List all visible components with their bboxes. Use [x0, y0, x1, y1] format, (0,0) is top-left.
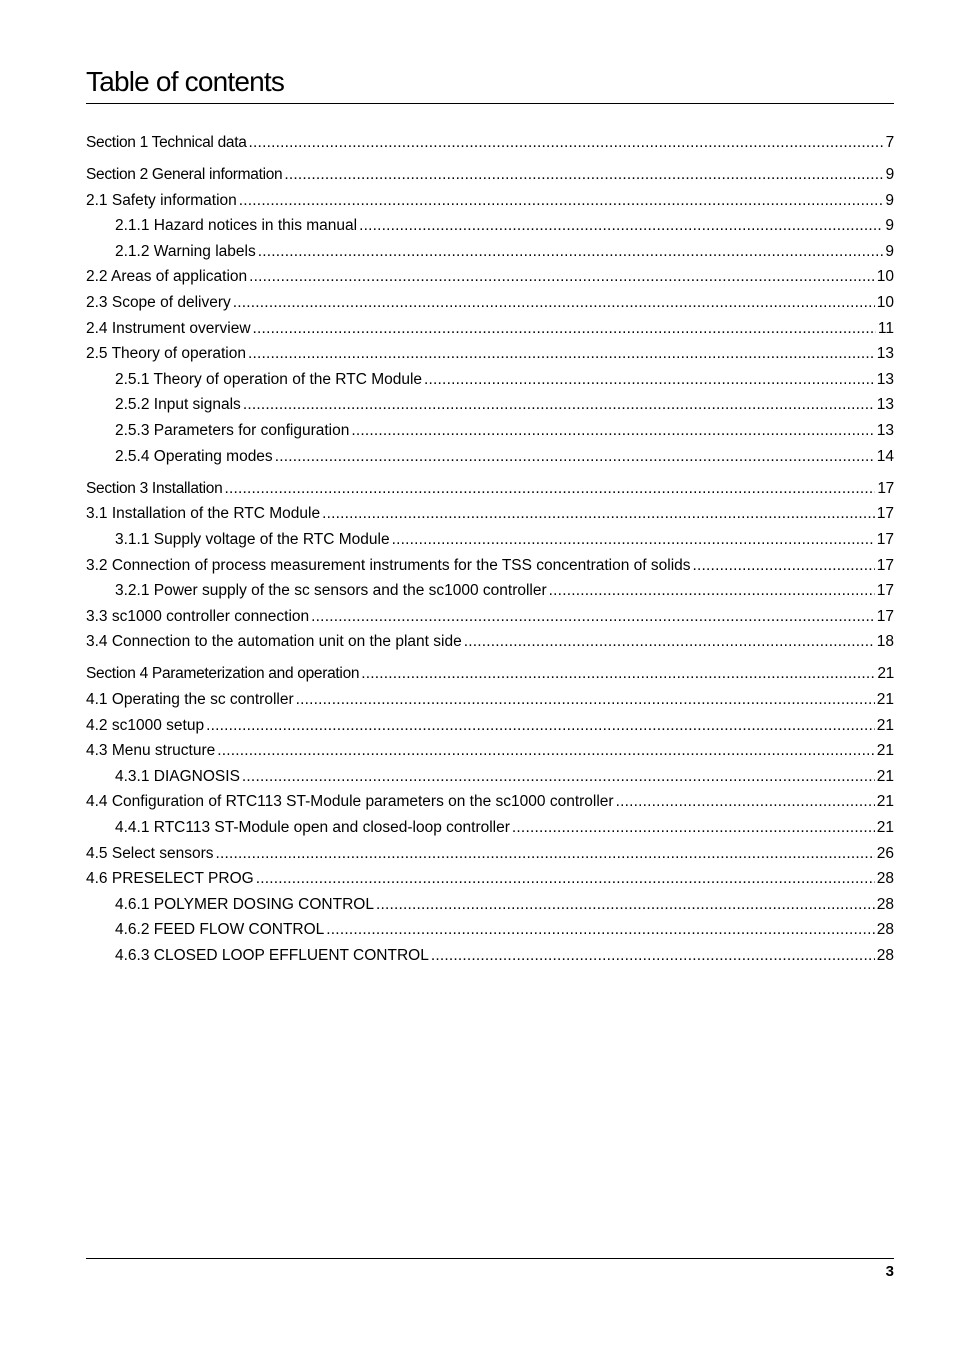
table-of-contents — [86, 130, 894, 969]
toc-entry-title: 2.5.1 Theory of operation of the RTC Module — [115, 370, 423, 388]
toc-entry-page: 21 — [877, 665, 894, 683]
toc-entry-title: 4.1 Operating the sc controller — [86, 690, 294, 708]
toc-dot-leader — [376, 892, 875, 918]
toc-entry[interactable] — [86, 188, 894, 214]
toc-entry-title: Section 3 Installation — [86, 479, 223, 497]
toc-entry[interactable] — [86, 943, 894, 969]
toc-dot-leader — [296, 687, 875, 713]
toc-entry-title: 2.2 Areas of application — [86, 268, 248, 286]
toc-entry[interactable] — [86, 892, 894, 918]
toc-entry[interactable] — [86, 687, 894, 713]
toc-entry-page: 9 — [885, 217, 894, 235]
toc-entry-title: Section 4 Parameterization and operation — [86, 665, 360, 683]
toc-entry[interactable] — [86, 841, 894, 867]
toc-entry-page: 26 — [876, 844, 894, 862]
toc-entry[interactable] — [86, 917, 894, 943]
toc-entry-page: 14 — [876, 447, 894, 465]
toc-dot-leader — [431, 943, 875, 969]
toc-entry[interactable] — [86, 629, 894, 655]
toc-dot-leader — [351, 418, 874, 444]
toc-entry-page: 13 — [876, 370, 894, 388]
toc-entry-title: 3.3 sc1000 controller connection — [86, 607, 310, 625]
toc-entry-title: 4.4 Configuration of RTC113 ST-Module parameters on the sc1000 controller — [86, 793, 614, 811]
toc-dot-leader — [217, 738, 875, 764]
toc-entry[interactable] — [86, 866, 894, 892]
toc-entry[interactable] — [86, 264, 894, 290]
toc-entry-page: 13 — [876, 396, 894, 414]
toc-entry-page: 21 — [876, 716, 894, 734]
toc-dot-leader — [616, 789, 875, 815]
toc-entry-title: 2.5.2 Input signals — [115, 396, 241, 414]
toc-entry-page: 9 — [885, 166, 894, 184]
toc-entry-title: Section 1 Technical data — [86, 134, 247, 151]
page-title: Table of contents — [86, 66, 285, 97]
toc-dot-leader — [512, 815, 875, 841]
toc-entry-page: 21 — [876, 742, 894, 760]
toc-entry-title: 2.5 Theory of operation — [86, 345, 246, 363]
toc-entry[interactable] — [86, 604, 894, 630]
toc-entry-title: 4.6.3 CLOSED LOOP EFFLUENT CONTROL — [115, 946, 429, 964]
toc-entry[interactable] — [86, 764, 894, 790]
toc-entry[interactable] — [86, 444, 894, 470]
toc-entry-title: 4.3 Menu structure — [86, 742, 216, 760]
toc-entry-page: 17 — [876, 556, 894, 574]
toc-section-entry[interactable] — [86, 661, 894, 687]
toc-entry-page: 21 — [876, 767, 894, 785]
toc-section-entry[interactable] — [86, 130, 894, 156]
toc-entry[interactable] — [86, 789, 894, 815]
toc-dot-leader — [392, 527, 875, 553]
toc-entry-title: 3.1.1 Supply voltage of the RTC Module — [115, 530, 390, 548]
toc-entry-page: 10 — [876, 268, 894, 286]
toc-entry-page: 28 — [876, 895, 894, 913]
toc-entry-title: 4.3.1 DIAGNOSIS — [115, 767, 240, 785]
toc-entry-page: 13 — [876, 345, 894, 363]
toc-entry-title: 2.1.2 Warning labels — [115, 242, 256, 260]
toc-entry-page: 28 — [876, 870, 894, 888]
toc-entry[interactable] — [86, 527, 894, 553]
toc-entry-page: 21 — [876, 818, 894, 836]
toc-entry[interactable] — [86, 553, 894, 579]
toc-entry[interactable] — [86, 815, 894, 841]
toc-dot-leader — [242, 764, 875, 790]
toc-entry-page: 11 — [877, 319, 894, 337]
toc-entry-page: 28 — [876, 946, 894, 964]
toc-dot-leader — [239, 188, 884, 214]
toc-entry-page: 9 — [885, 242, 894, 260]
toc-entry-title: 2.5.3 Parameters for configuration — [115, 422, 350, 440]
toc-entry-title: 3.2.1 Power supply of the sc sensors and the sc1000 controller — [115, 582, 547, 600]
toc-entry-page: 18 — [876, 633, 894, 651]
toc-entry-title: 4.6.2 FEED FLOW CONTROL — [115, 921, 325, 939]
toc-dot-leader — [359, 213, 883, 239]
toc-entry-title: 2.1 Safety information — [86, 191, 237, 209]
toc-entry-title: 2.5.4 Operating modes — [115, 447, 273, 465]
toc-section-entry[interactable] — [86, 162, 894, 188]
toc-entry-page: 17 — [876, 582, 894, 600]
toc-dot-leader — [216, 841, 875, 867]
toc-entry-title: Section 2 General information — [86, 166, 283, 184]
toc-entry-page: 17 — [877, 479, 894, 497]
toc-dot-leader — [248, 341, 875, 367]
toc-entry-title: 3.2 Connection of process measurement instruments for the TSS concentration of solids — [86, 556, 691, 574]
footer-divider — [86, 1258, 894, 1259]
toc-entry-title: 4.2 sc1000 setup — [86, 716, 205, 734]
toc-entry[interactable] — [86, 392, 894, 418]
toc-entry-title: 2.1.1 Hazard notices in this manual — [115, 217, 358, 235]
toc-entry-title: 4.6 PRESELECT PROG — [86, 870, 254, 888]
toc-dot-leader — [249, 264, 875, 290]
toc-entry-page: 17 — [876, 505, 894, 523]
toc-dot-leader — [243, 392, 875, 418]
toc-entry-page: 9 — [885, 191, 894, 209]
toc-dot-leader — [322, 501, 875, 527]
toc-entry-title: 4.6.1 POLYMER DOSING CONTROL — [115, 895, 374, 913]
toc-entry-page: 17 — [876, 607, 894, 625]
toc-entry-title: 4.5 Select sensors — [86, 844, 214, 862]
toc-entry[interactable] — [86, 367, 894, 393]
toc-entry[interactable] — [86, 213, 894, 239]
toc-dot-leader — [326, 917, 874, 943]
toc-entry-title: 3.1 Installation of the RTC Module — [86, 505, 321, 523]
toc-dot-leader — [275, 444, 875, 470]
toc-entry[interactable] — [86, 738, 894, 764]
toc-dot-leader — [693, 553, 875, 579]
toc-dot-leader — [249, 130, 884, 156]
title-divider — [86, 103, 894, 104]
toc-entry[interactable] — [86, 316, 894, 342]
toc-dot-leader — [224, 476, 875, 502]
toc-entry-page: 13 — [876, 422, 894, 440]
toc-entry-title: 2.3 Scope of delivery — [86, 294, 231, 312]
toc-entry-page: 21 — [876, 793, 894, 811]
toc-entry[interactable] — [86, 239, 894, 265]
toc-entry-page: 10 — [876, 294, 894, 312]
toc-entry[interactable] — [86, 578, 894, 604]
toc-entry-title: 3.4 Connection to the automation unit on the plant side — [86, 633, 462, 651]
toc-entry-page: 28 — [876, 921, 894, 939]
toc-dot-leader — [206, 713, 875, 739]
toc-entry-page: 21 — [876, 690, 894, 708]
toc-dot-leader — [549, 578, 875, 604]
toc-dot-leader — [311, 604, 875, 630]
toc-dot-leader — [424, 367, 875, 393]
toc-dot-leader — [256, 866, 875, 892]
toc-dot-leader — [464, 629, 875, 655]
toc-entry[interactable] — [86, 290, 894, 316]
toc-entry[interactable] — [86, 501, 894, 527]
toc-entry-title: 4.4.1 RTC113 ST-Module open and closed-loop controller — [115, 818, 510, 836]
toc-dot-leader — [233, 290, 875, 316]
toc-entry-page: 17 — [876, 530, 894, 548]
toc-entry-title: 2.4 Instrument overview — [86, 319, 251, 337]
toc-entry[interactable] — [86, 418, 894, 444]
toc-entry[interactable] — [86, 341, 894, 367]
toc-dot-leader — [253, 316, 876, 342]
toc-dot-leader — [361, 661, 875, 687]
toc-dot-leader — [284, 162, 883, 188]
page-number: 3 — [885, 1263, 894, 1280]
toc-entry-page: 7 — [885, 134, 894, 151]
toc-dot-leader — [258, 239, 884, 265]
toc-section-entry[interactable] — [86, 476, 894, 502]
toc-entry[interactable] — [86, 713, 894, 739]
